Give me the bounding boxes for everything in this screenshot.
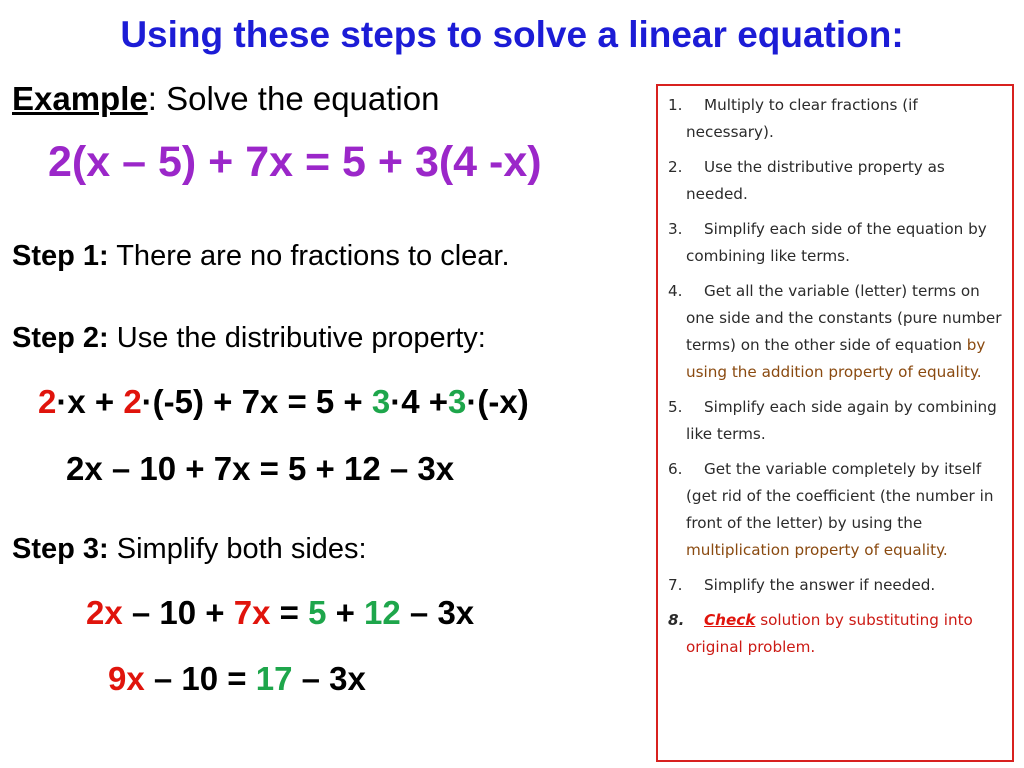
list-highlight: by using the addition property of equality.: [686, 336, 986, 381]
list-text: Get the variable completely by itself (get rid of the coefficient (the number in front of the letter) by using the: [686, 460, 994, 532]
step-1-text: There are no fractions to clear.: [108, 240, 510, 272]
eq1-part: ·(-x): [466, 383, 529, 420]
distributive-equation: [38, 383, 529, 421]
eq3-part: – 3x: [400, 594, 475, 631]
list-number: 4.: [668, 282, 683, 300]
list-item: [668, 394, 1004, 448]
eq4-term: 17: [255, 660, 293, 697]
example-label: Example: [12, 80, 148, 117]
eq3-part: +: [326, 594, 365, 631]
simplified-equation: [108, 660, 366, 698]
list-text: Get all the variable (letter) terms on one side and the constants (pure number terms) on the other side of equation: [686, 282, 1002, 354]
list-number: 7.: [668, 576, 683, 594]
step-1: [12, 240, 510, 273]
list-text: Multiply to clear fractions (if necessary).: [686, 96, 918, 141]
eq3-term: 12: [364, 594, 401, 631]
list-number: 2.: [668, 158, 683, 176]
list-text: Simplify the answer if needed.: [704, 576, 936, 594]
step-3: [12, 533, 367, 566]
list-text: Simplify each side again by combining like terms.: [686, 398, 997, 443]
list-item: [668, 456, 1004, 564]
eq1-part: ·x +: [56, 383, 124, 420]
list-text: Use the distributive property as needed.: [686, 158, 945, 203]
steps-list: [658, 86, 1012, 661]
eq1-part: ·4 +: [390, 383, 449, 420]
list-number: 3.: [668, 220, 683, 238]
list-number: 1.: [668, 96, 683, 114]
eq3-term: 5: [308, 594, 327, 631]
list-text: solution by substituting into original problem.: [686, 611, 973, 656]
eq3-term: 7x: [233, 594, 271, 631]
eq1-coef-a: 2: [38, 383, 57, 420]
step-2: [12, 322, 486, 355]
list-number: 5.: [668, 398, 683, 416]
example-heading: [12, 80, 439, 118]
eq4-part: – 3x: [292, 660, 366, 697]
example-text: : Solve the equation: [147, 80, 440, 117]
step-2-label: Step 2:: [12, 322, 109, 354]
list-item: [668, 216, 1004, 270]
eq3-term: 2x: [86, 594, 123, 631]
eq1-coef-b: 2: [123, 383, 142, 420]
eq3-part: =: [270, 594, 309, 631]
page-title: Using these steps to solve a linear equation:: [120, 14, 904, 55]
grouped-equation: [86, 594, 474, 632]
eq1-coef-d: 3: [448, 383, 467, 420]
eq1-part: ·(-5) + 7x = 5 +: [141, 383, 372, 420]
check-label: Check: [704, 611, 756, 629]
eq3-part: – 10 +: [122, 594, 234, 631]
eq4-part: – 10 =: [144, 660, 256, 697]
list-number: 6.: [668, 460, 683, 478]
list-item: [668, 92, 1004, 146]
steps-list-box: [656, 84, 1014, 762]
list-highlight: multiplication property of equality.: [686, 541, 948, 559]
main-equation: 2(x – 5) + 7x = 5 + 3(4 -x): [48, 138, 542, 186]
list-item: [668, 572, 1004, 599]
list-text: Simplify each side of the equation by combining like terms.: [686, 220, 987, 265]
list-item: [668, 607, 1004, 661]
list-item: [668, 278, 1004, 386]
step-3-text: Simplify both sides:: [108, 533, 367, 565]
eq1-coef-c: 3: [371, 383, 391, 420]
list-item: [668, 154, 1004, 208]
step-1-label: Step 1:: [12, 240, 109, 272]
eq4-term: 9x: [108, 660, 145, 697]
step-2-text: Use the distributive property:: [108, 322, 486, 354]
step-3-label: Step 3:: [12, 533, 109, 565]
list-number: 8.: [668, 611, 685, 629]
expanded-equation: 2x – 10 + 7x = 5 + 12 – 3x: [66, 450, 455, 487]
